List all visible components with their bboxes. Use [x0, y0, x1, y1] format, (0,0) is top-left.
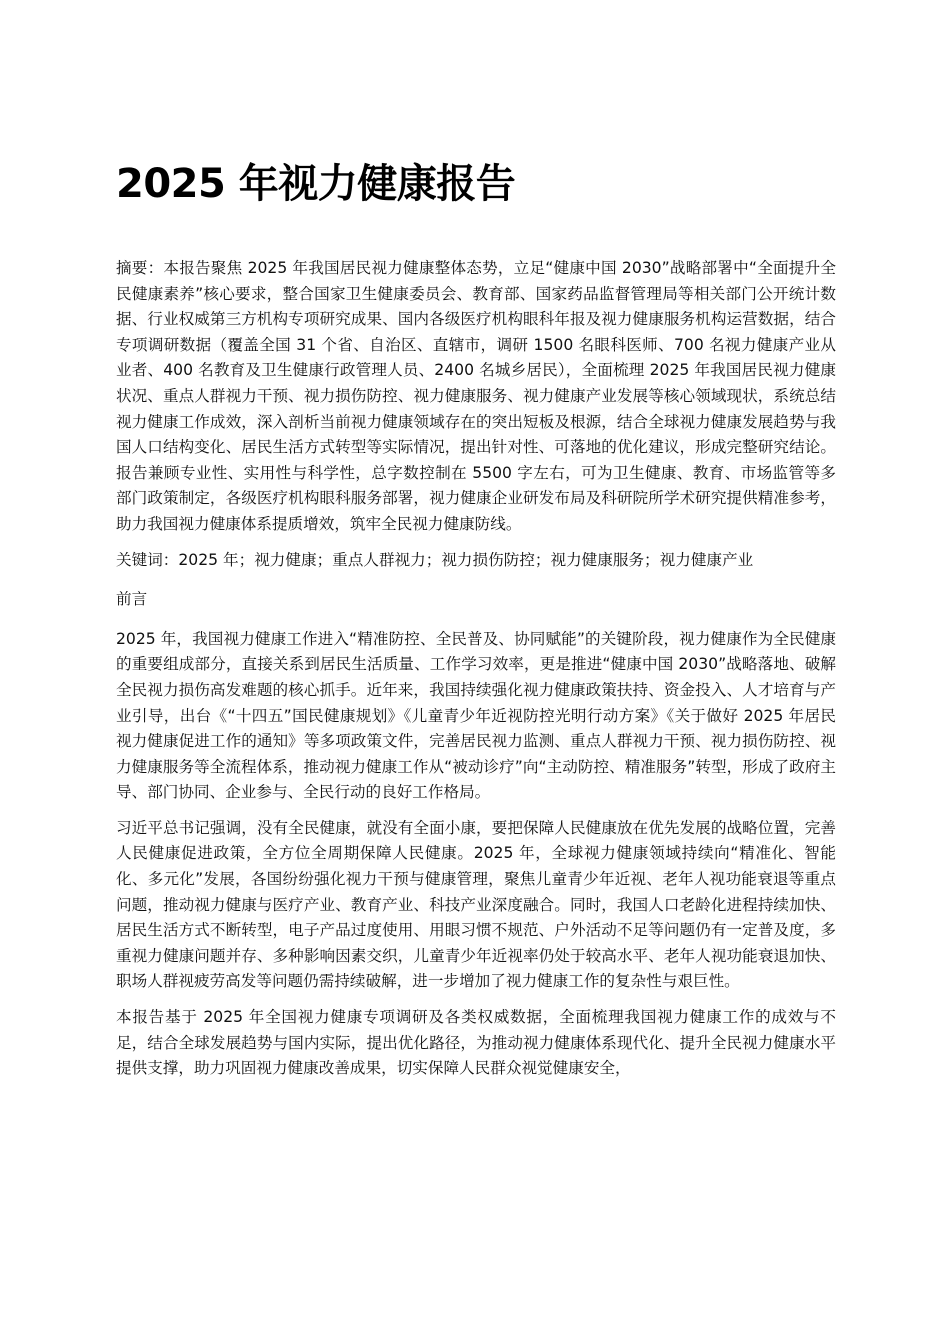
preface-paragraph-1: 2025 年，我国视力健康工作进入“精准防控、全民普及、协同赋能”的关键阶段，视力健康作为全民健康的重要组成部分，直接关系到居民生活质量、工作学习效率，更是推进“健康中国 2030”战略落地、破解全民视力损伤高发难题的核心抓手。近年来，我国持续强化视力健康政策扶持、资金投入、人才培育与产业引导，出台《“十四五”国民健康规划》《儿童青少年近视防控光明行动方案》《关于做好 2025 年居民视力健康促进工作的通知》等多项政策文件，完善居民视力监测、重点人群视力干预、视力损伤防控、视力健康服务等全流程体系，推动视力健康工作从“被动诊疗”向“主动防控、精准服务”转型，形成了政府主导、部门协同、企业参与、全民行动的良好工作格局。 [116, 629, 836, 802]
preface-paragraph-3: 本报告基于 2025 年全国视力健康专项调研及各类权威数据，全面梳理我国视力健康工作的成效与不足，结合全球发展趋势与国内实际，提出优化路径，为推动视力健康体系现代化、提升全民视力健康水平提供支撑，助力巩固视力健康改善成果，切实保障人民群众视觉健康安全， [116, 1008, 836, 1078]
document-body [116, 256, 836, 1092]
document-title: 2025 年视力健康报告 [116, 161, 516, 207]
preface-heading: 前言 [116, 590, 148, 609]
keywords-line: 关键词：2025 年；视力健康；重点人群视力；视力损伤防控；视力健康服务；视力健康产业 [116, 550, 754, 569]
abstract-paragraph: 摘要：本报告聚焦 2025 年我国居民视力健康整体态势，立足“健康中国 2030”战略部署中“全面提升全民健康素养”核心要求，整合国家卫生健康委员会、教育部、国家药品监督管理局等相关部门公开统计数据、行业权威第三方机构专项研究成果、国内各级医疗机构眼科年报及视力健康服务机构运营数据，结合专项调研数据（覆盖全国 31 个省、自治区、直辖市，调研 1500 名眼科医师、700 名视力健康产业从业者、400 名教育及卫生健康行政管理人员、2400 名城乡居民），全面梳理 2025 年我国居民视力健康状况、重点人群视力干预、视力损伤防控、视力健康服务、视力健康产业发展等核心领域现状，系统总结视力健康工作成效，深入剖析当前视力健康领域存在的突出短板及根源，结合全球视力健康发展趋势与我国人口结构变化、居民生活方式转型等实际情况，提出针对性、可落地的优化建议，形成完整研究结论。报告兼顾专业性、实用性与科学性，总字数控制在 5500 字左右，可为卫生健康、教育、市场监管等多部门政策制定，各级医疗机构眼科服务部署，视力健康企业研发布局及科研院所学术研究提供精准参考，助力我国视力健康体系提质增效，筑牢全民视力健康防线。 [116, 259, 836, 533]
preface-paragraph-2: 习近平总书记强调，没有全民健康，就没有全面小康，要把保障人民健康放在优先发展的战略位置，完善人民健康促进政策，全方位全周期保障人民健康。2025 年，全球视力健康领域持续向“精准化、智能化、多元化”发展，各国纷纷强化视力干预与健康管理，聚焦儿童青少年近视、老年人视功能衰退等重点问题，推动视力健康与医疗产业、教育产业、科技产业深度融合。同时，我国人口老龄化进程持续加快、居民生活方式不断转型，电子产品过度使用、用眼习惯不规范、户外活动不足等问题仍有一定普及度，多重视力健康问题并存、多种影响因素交织，儿童青少年近视率仍处于较高水平、老年人视功能衰退加快、职场人群视疲劳高发等问题仍需持续破解，进一步增加了视力健康工作的复杂性与艰巨性。 [116, 818, 836, 991]
